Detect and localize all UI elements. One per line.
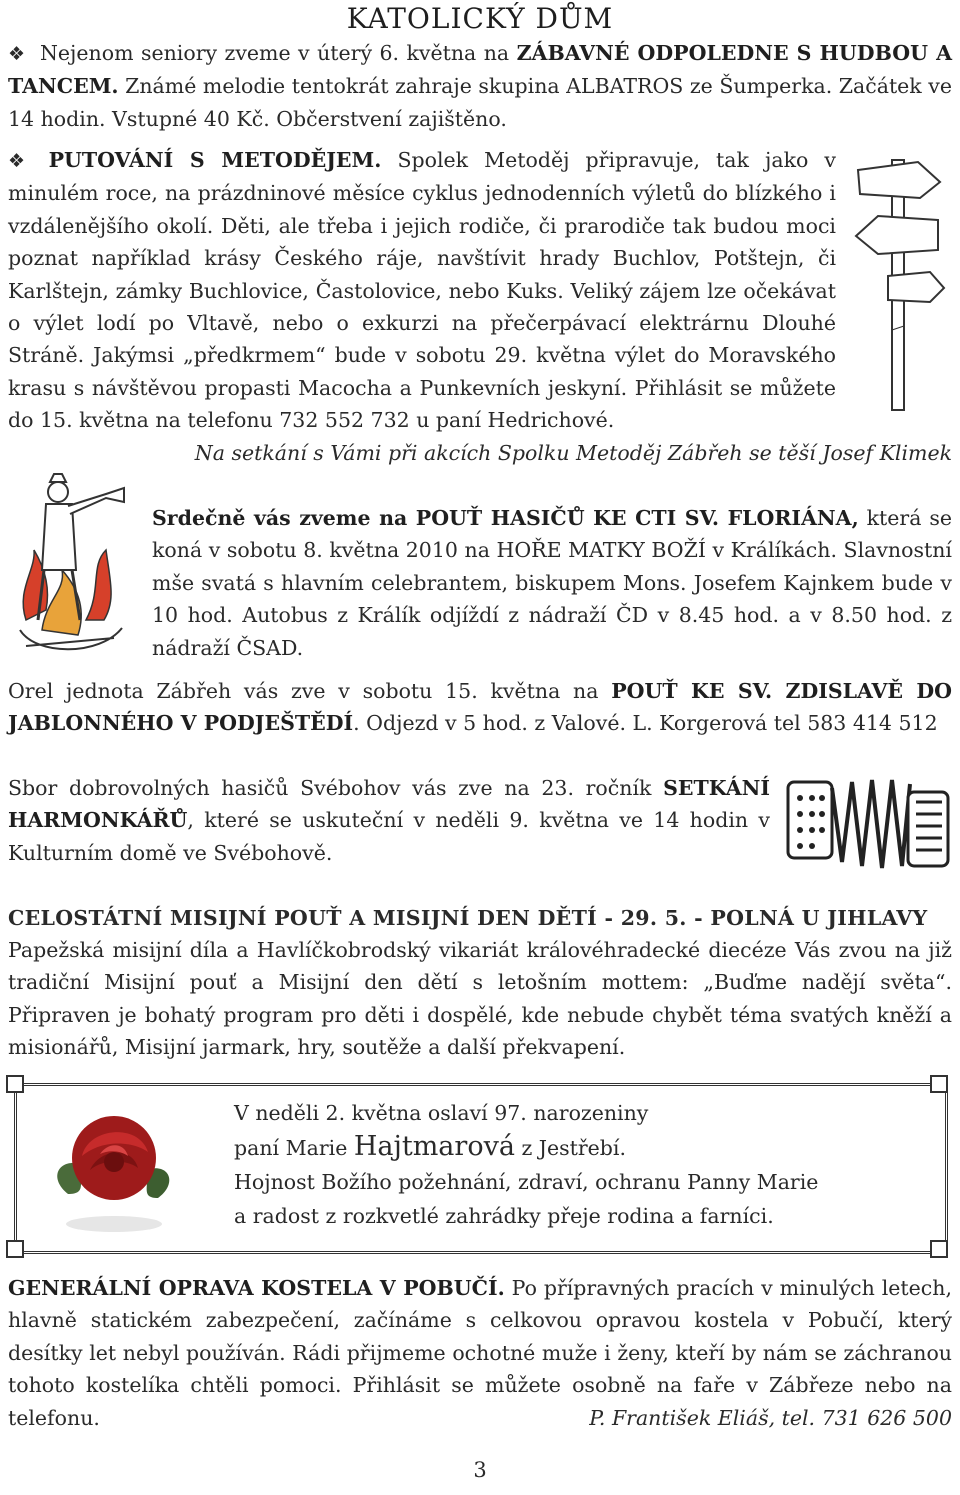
birthday-text: V neděli 2. května oslaví 97. narozeniny paní Marie Hajtmarová z Jestřebí. Hojnost Božího požehnání, zdraví, ochranu Panny Marie a radost z rozkvetlé zahrádky přeje rodina a farníci. — [234, 1101, 819, 1228]
page-number: 3 — [473, 1458, 487, 1482]
section-oprava-kostela: GENERÁLNÍ OPRAVA KOSTELA V POBUČÍ. Po přípravných pracích v minulých letech, hlavně statickém zabezpečení, začínáme s celkovou opravou kostela v Pobučí, který desítky let nebyl používán. Rádi přijmeme ochotné muže i ženy, kteří by nám se záchranou tohoto kostelíka chtěli pomoci. Přihlásit se můžete osobně na faře v Zábřeze nebo na telefonu. P. František Eliáš, tel. 731 626 500 — [8, 1272, 952, 1434]
rose-icon — [38, 1098, 190, 1236]
fireman-icon — [6, 470, 134, 670]
page-title: KATOLICKÝ DŮM — [346, 2, 614, 35]
frame-corner — [930, 1240, 948, 1258]
section-pout-zdislava: Orel jednota Zábřeh vás zve v sobotu 15. května na POUŤ KE SV. ZDISLAVĚ DO JABLONNÉHO V PODJEŠTĚDÍ. Odjezd v 5 hod. z Valové. L. Korgerová tel 583 414 512 — [8, 679, 952, 736]
signature-elias: P. František Eliáš, tel. 731 626 500 — [589, 1405, 952, 1430]
misijni-pout-text: Papežská misijní díla a Havlíčkobrodský vikariát královéhradecké diecéze Vás zvou na již tradiční Misijní pouť a Misijní den dětí s letošním mottem: „Buďme nadějí světa“. Připraven je bohatý program pro děti i dospělé, kde nebude chybět téma svatých kněží a misionářů, Misijní jarmark, hry, soutěže a další překvapení. — [8, 938, 952, 1060]
section-pout-hasicu: Srdečně vás zveme na POUŤ HASIČŮ KE CTI SV. FLORIÁNA, která se koná v sobotu 8. května 2010 na HOŘE MATKY BOŽÍ v Králíkách. Slavnostní mše svatá s hlavním celebrantem, biskupem Mons. Josefem Kajnkem bude v 10 hod. Autobus z Králík odjíždí z nádraží ČD v 8.45 hod. a v 8.50 hod. z nádraží ČSAD. — [152, 506, 953, 660]
section-zabavne-odpoledne: ❖ Nejenom seniory zveme v úterý 6. května na ZÁBAVNÉ ODPOLEDNE S HUDBOU A TANCEM. Známé melodie tentokrát zahraje skupina ALBATROS ze Šumperka. Začátek ve 14 hodin. Vstupné 40 Kč. Občerstvení zajištěno. — [8, 41, 952, 131]
signature-klimek: Na setkání s Vámi při akcích Spolku Metoděj Zábřeh se těší Josef Klimek — [194, 441, 952, 465]
diamond-bullet-icon: ❖ — [8, 150, 35, 172]
section-setkani-harmonkaru: Sbor dobrovolných hasičů Svébohov vás zve na 23. ročník SETKÁNÍ HARMONKÁŘŮ, které se uskuteční v neděli 9. května ve 14 hodin v Kulturním domě ve Svébohově. — [8, 776, 770, 865]
frame-corner — [6, 1240, 24, 1258]
signpost-icon — [848, 150, 948, 412]
accordion-icon — [782, 762, 954, 882]
frame-corner — [6, 1075, 24, 1093]
diamond-bullet-icon: ❖ — [8, 43, 26, 65]
section-putovani: ❖ PUTOVÁNÍ S METODĚJEM. Spolek Metoděj připravuje, tak jako v minulém roce, na prázdninové měsíce cyklus jednodenních výletů do blízkého i vzdálenějšího okolí. Děti, ale třeba i jejich rodiče, či prarodiče tak budou moci poznat například krásy Českého ráje, navštívit hrady Buchlov, Potštejn, či Karlštejn, zámky Buchlovice, Častolovice, nebo Kuks. Veliký zájem lze očekávat o výlet lodí po Vltavě, nebo o exkurzi na přečerpávací elektrárnu Dlouhé Stráně. Jakýmsi „předkrmem“ bude v sobotu 29. května výlet do Moravského krasu s návštěvou propasti Macocha a Punkevních jeskyní. Přihlásit se můžete do 15. května na telefonu 732 552 732 u paní Hedrichové. — [8, 148, 837, 433]
frame-corner — [930, 1075, 948, 1093]
misijni-pout-title: CELOSTÁTNÍ MISIJNÍ POUŤ A MISIJNÍ DEN DĚTÍ - 29. 5. - POLNÁ U JIHLAVY — [8, 906, 928, 930]
